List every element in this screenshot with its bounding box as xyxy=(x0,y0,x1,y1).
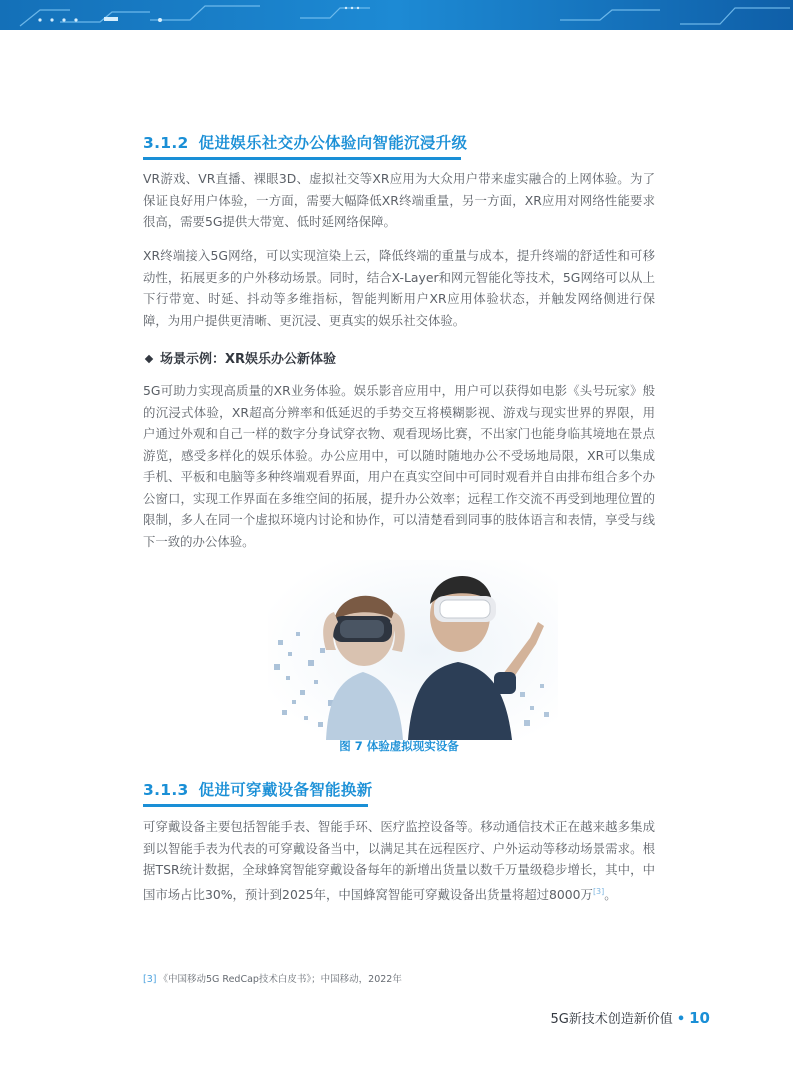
section-title: 促进可穿戴设备智能换新 xyxy=(198,781,373,799)
section-number: 3.1.2 xyxy=(143,134,189,152)
scenario-title: 场景示例：XR娱乐办公新体验 xyxy=(160,352,337,367)
reference-mark[interactable]: [3] xyxy=(592,886,605,896)
diamond-bullet-icon xyxy=(145,354,153,362)
heading-underline xyxy=(143,157,461,160)
section-title: 促进娱乐社交办公体验向智能沉浸升级 xyxy=(198,134,468,152)
footer-title: 5G新技术创造新价值 xyxy=(550,1012,673,1027)
vr-users-illustration xyxy=(268,560,558,740)
section-heading-3-1-3 xyxy=(143,776,372,804)
footer-separator: • xyxy=(676,1012,686,1027)
wearables-text: 可穿戴设备主要包括智能手表、智能手环、医疗监控设备等。移动通信技术正在越来越多集成到以智能手表为代表的可穿戴设备当中，以满足其在远程医疗、户外运动等移动场景需求。根据TSR统计数据，全球蜂窝智能穿戴设备每年的新增出货量以数千万量级稳步增长，其中，中国市场占比30%，预计到2025年，中国蜂窝智能可穿戴设备出货量将超过8000万 xyxy=(143,819,655,902)
paragraph-xr-intro: VR游戏、VR直播、裸眼3D、虚拟社交等XR应用为大众用户带来虚实融合的上网体验。为了保证良好用户体验，一方面，需要大幅降低XR终端重量，另一方面，XR应用对网络性能要求很高，需要5G提供大带宽、低时延网络保障。 xyxy=(143,171,655,229)
heading-underline xyxy=(143,804,368,807)
footnote-text: 《中国移动5G RedCap技术白皮书》；中国移动，2022年 xyxy=(158,974,402,985)
section-heading-3-1-2 xyxy=(143,129,467,157)
footnote xyxy=(143,972,402,988)
paragraph-xr-5g: XR终端接入5G网络，可以实现渲染上云，降低终端的重量与成本，提升终端的舒适性和可移动性，拓展更多的户外移动场景。同时，结合X-Layer和网元智能化等技术，5G网络可以从上下行带宽、时延、抖动等多维指标，智能判断用户XR应用体验状态，并触发网络侧进行保障，为用户提供更清晰、更沉浸、更真实的娱乐社交体验。 xyxy=(143,248,655,328)
page-number: 10 xyxy=(689,1009,710,1027)
section-number: 3.1.3 xyxy=(143,781,189,799)
figure-caption: 图 7 体验虚拟现实设备 xyxy=(339,739,459,753)
header-circuit-band xyxy=(0,0,793,30)
page-footer xyxy=(540,1006,710,1032)
scenario-heading xyxy=(143,349,336,371)
wearables-end: 。 xyxy=(604,886,617,902)
footnote-mark: [3] xyxy=(143,974,157,985)
paragraph-wearables xyxy=(143,816,655,905)
paragraph-scenario: 5G可助力实现高质量的XR业务体验。娱乐影音应用中，用户可以获得如电影《头号玩家》般的沉浸式体验，XR超高分辨率和低延迟的手势交互将模糊影视、游戏与现实世界的界限，用户通过外观和自己一样的数字分身试穿衣物、观看现场比赛，不出家门也能身临其境地在景点游览，感受多样化的娱乐体验。办公应用中，可以随时随地办公不受场地局限，XR可以集成手机、平板和电脑等多种终端观看界面，用户在真实空间中可同时观看并自由排布组合多个办公窗口，实现工作界面在多维空间的拓展，提升办公效率；远程工作交流不再受到地理位置的限制，多人在同一个虚拟环境内讨论和协作，可以清楚看到同事的肢体语言和表情，享受与线下一致的办公体验。 xyxy=(143,383,655,549)
